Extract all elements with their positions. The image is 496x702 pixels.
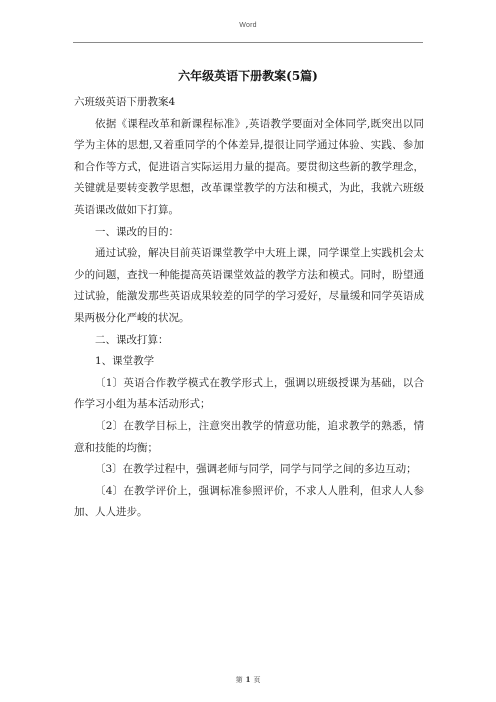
footer-suffix: 页	[253, 676, 261, 684]
heading-classroom-teaching: 1、课堂教学	[95, 355, 155, 368]
document-title: 六年级英语下册教案(5篇)	[178, 69, 318, 83]
list-item-3: 〔3〕在教学过程中，强调老师与同学，同学与同学之间的多边互动；	[95, 463, 417, 476]
header-divider	[73, 42, 423, 43]
paragraph-purpose: 通过试验，解决目前英语课堂教学中大班上课，同学课堂上实践机会太少的问题，查找一种能提高英语课堂效益的教学方法和模式。同时，盼望通过试验，能激发那些英语成果较差的同学的学习爱好，尽量缓和同学英语成果两极分化严峻的状况。	[74, 247, 424, 324]
header-app-label: Word	[239, 22, 257, 29]
list-item-1: 〔1〕英语合作教学模式在教学形式上，强调以班级授课为基础，以合作学习小组为基本活动形式；	[74, 376, 424, 411]
footer-prefix: 第	[235, 676, 243, 684]
paragraph-intro: 依据《课程改革和新课程标准》,英语教学要面对全体同学,既突出以同学为主体的思想,又着重同学的个体差异,提很让同学通过体验、实践、参加和合作等方式，促进语言实际运用力量的提高。要贯彻这些新的教学理念，关键就是要转变教学思想，改革课堂教学的方法和模式，为此，我就六班级英语课改做如下打算。	[74, 117, 424, 216]
heading-plan: 二、课改打算：	[95, 333, 169, 346]
heading-purpose: 一、课改的目的：	[95, 225, 179, 238]
document-body	[74, 92, 424, 524]
page-footer	[0, 675, 496, 685]
page-number: 1	[245, 675, 251, 684]
list-item-2: 〔2〕在教学目标上，注意突出教学的情意功能，追求教学的熟悉，情意和技能的均衡；	[74, 419, 424, 454]
list-item-4: 〔4〕在教学评价上，强调标准参照评价，不求人人胜利，但求人人参加、人人进步。	[74, 484, 424, 519]
section-heading: 六班级英语下册教案4	[74, 96, 176, 108]
